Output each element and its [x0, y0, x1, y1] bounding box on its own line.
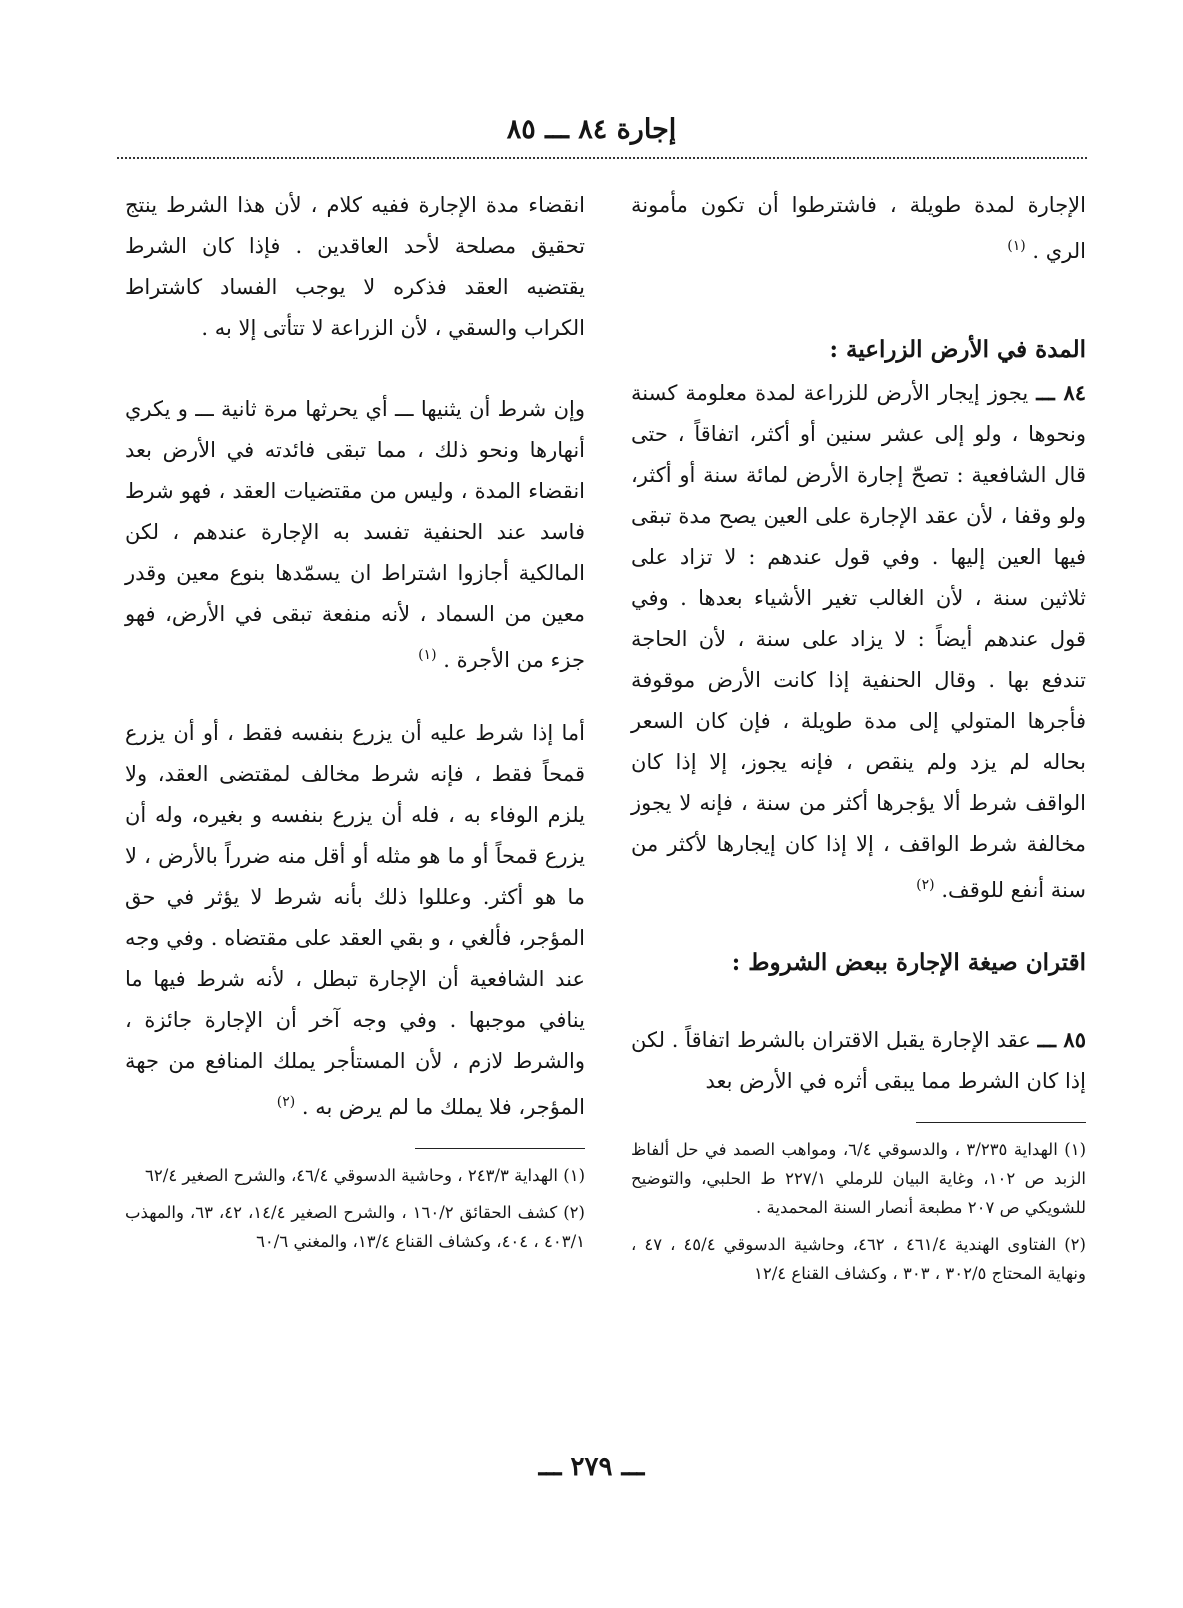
- header-dotted-rule: [117, 157, 1087, 159]
- section-number: ٨٥ ـــ: [1037, 1027, 1086, 1052]
- page-number: ـــ ٢٧٩ ـــ: [538, 1452, 645, 1482]
- footnote-marker: (٢): [276, 1094, 296, 1110]
- paragraph: انقضاء مدة الإجارة ففيه كلام ، لأن هذا الشرط ينتج تحقيق مصلحة لأحد العاقدين . فإذا كان الشرط يقتضيه العقد فذكره لا يوجب الفساد كاشتراط الكراب والسقي ، لأن الزراعة لا تتأتى إلا به .: [125, 193, 585, 340]
- running-header: إجارة ٨٤ ـــ ٨٥: [506, 114, 677, 145]
- footnote-marker: (١): [1007, 238, 1026, 254]
- section-heading: المدة في الأرض الزراعية :: [829, 336, 1086, 363]
- left-column: [125, 185, 585, 1264]
- footnote: (١) الهداية ٢٤٣/٣ ، وحاشية الدسوقي ٤٦/٤، والشرح الصغير ٦٢/٤: [145, 1166, 585, 1185]
- paragraph-text: عقد الإجارة يقبل الاقتران بالشرط اتفاقاً . لكن إذا كان الشرط مما يبقى أثره في الأرض بعد: [631, 1028, 1086, 1093]
- paragraph-text: وإن شرط أن يثنيها ـــ أي يحرثها مرة ثانية ـــ و يكري أنهارها ونحو ذلك ، مما تبقى فائدته في الأرض بعد انقضاء المدة ، وليس من مقتضيات العقد ، فهو شرط فاسد عند الحنفية تفسد به الإجارة عندهم ، لكن المالكية أجازوا اشتراط ان يسمّدها بنوع معين وقدر معين من السماد ، لأنه منفعة تبقى في الأرض، فهو جزء من الأجرة .: [125, 397, 585, 672]
- section-number: ٨٤ ـــ: [1036, 380, 1086, 405]
- paragraph: [125, 713, 585, 1128]
- footnote: (١) الهداية ٣/٢٣٥ ، والدسوقي ٦/٤، ومواهب الصمد في حل ألفاظ الزبد ص ١٠٢، وغاية البيان للرملي ٢٢٧/١ ط الحلبي، والتوضيح للشويكي ص ٢٠٧ مطبعة أنصار السنة المحمدية .: [631, 1140, 1086, 1217]
- paragraph: [125, 389, 585, 681]
- footnote: (٢) كشف الحقائق ١٦٠/٢ ، والشرح الصغير ١٤/٤، ٤٢، ٦٣، والمهذب ٤٠٣/١ ، ٤٠٤، وكشاف القناع ١٣/٤، والمغني ٦٠/٦: [125, 1203, 585, 1251]
- paragraph: [631, 1019, 1086, 1102]
- paragraph: [631, 372, 1086, 911]
- paragraph-text: أما إذا شرط عليه أن يزرع بنفسه فقط ، أو أن يزرع قمحاً فقط ، فإنه شرط مخالف لمقتضى العقد، ولا يلزم الوفاء به ، فله أن يزرع بنفسه و بغيره، وله أن يزرع قمحاً أو ما هو مثله أو أقل منه ضرراً بالأرض ، لا ما هو أكثر. وعللوا ذلك بأنه شرط لا يؤثر في حق المؤجر، فألغي ، و بقي العقد على مقتضاه . وفي وجه عند الشافعية أن الإجارة تبطل ، لأنه شرط فيها ما ينافي موجبها . وفي وجه آخر أن الإجارة جائزة ، والشرط لازم ، لأن المستأجر يملك المنافع من جهة المؤجر، فلا يملك ما لم يرض به .: [125, 721, 585, 1119]
- footnote-marker: (٢): [916, 877, 935, 893]
- paragraph-text: يجوز إيجار الأرض للزراعة لمدة معلومة كسنة ونحوها ، ولو إلى عشر سنين أو أكثر، اتفاقاً ، حتى قال الشافعية : تصحّ إجارة الأرض لمائة سنة أو أكثر، ولو وقفا ، لأن عقد الإجارة على العين يصح مدة تبقى فيها العين إليها . وفي قول عندهم : لا تزاد على ثلاثين سنة ، لأن الغالب تغير الأشياء بعدها . وفي قول عندهم أيضاً : لا يزاد على سنة ، لأن الحاجة تندفع بها . وقال الحنفية إذا كانت الأرض موقوفة فأجرها المتولي إلى مدة طويلة ، فإن كان السعر بحاله لم يزد ولم ينقص ، فإنه يجوز، إلا إذا كان الواقف شرط ألا يؤجرها أكثر من سنة ، فإنه لا يجوز مخالفة شرط الواقف ، إلا إذا كان إيجارها لأكثر من سنة أنفع للوقف.: [631, 381, 1086, 902]
- footnote-marker: (١): [418, 647, 437, 663]
- right-column: [631, 185, 1086, 1296]
- paragraph-text: الإجارة لمدة طويلة ، فاشترطوا أن تكون مأمونة الري .: [631, 193, 1086, 263]
- section-heading: اقتران صيغة الإجارة ببعض الشروط :: [731, 949, 1086, 976]
- footnote: (٢) الفتاوى الهندية ٤٦١/٤ ، ٤٦٢، وحاشية الدسوقي ٤٥/٤ ، ٤٧ ، ونهاية المحتاج ٣٠٢/٥ ، ٣٠٣ ، وكشاف القناع ١٢/٤: [631, 1235, 1086, 1283]
- paragraph: [631, 185, 1086, 272]
